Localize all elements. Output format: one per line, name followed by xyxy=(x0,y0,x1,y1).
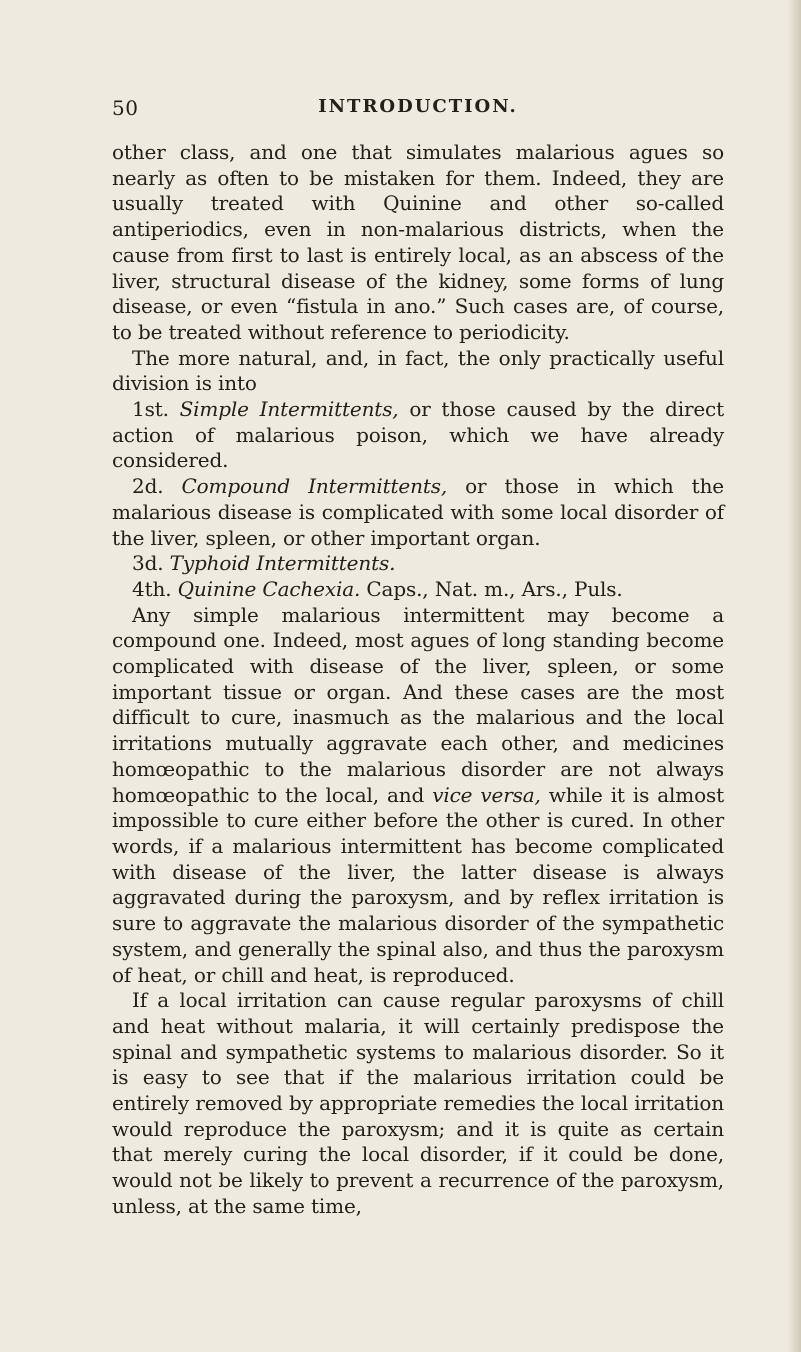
paragraph-1: other class, and one that simulates malarious agues so nearly as often to be mistaken for them. Indeed, they are usually treated with Quinine and other so-called antiperiodics, even in non-malarious districts, when the cause from first to last is entirely local, as an abscess of the liver, structural disease of the kidney, some forms of lung disease, or even “fistula in ano.” Such cases are, of course, to be treated without reference to periodicity. xyxy=(112,140,724,344)
item-term: Simple Intermittents, xyxy=(179,397,399,422)
item-label: 3d. xyxy=(132,551,170,576)
running-head xyxy=(112,96,724,124)
item-term: Quinine Cachexia. xyxy=(177,576,361,601)
paragraph-4: If a local irritation can cause regular paroxysms of chill and heat without malaria, it will certainly predispose the spinal and sympathetic systems to malarious disorder. So it is easy to see that if the malarious irritation could be entirely removed by appropriate remedies the local irritation would reproduce the paroxysm; and it is quite as certain that merely curing the local disorder, if it could be done, would not be likely to prevent a recurrence of the paroxysm, unless, at the same time, xyxy=(112,988,724,1218)
page-edge-shadow xyxy=(787,0,801,1352)
item-label: 1st. xyxy=(132,397,180,422)
item-text: or those caused by the direct action of malarious poison, which we have already considered. xyxy=(112,397,724,473)
running-title: INTRODUCTION. xyxy=(318,96,518,117)
division-item-3 xyxy=(112,551,724,577)
body-text xyxy=(112,140,724,1220)
p3-text-after: while it is almost impossible to cure either before the other is cured. In other words, if a malarious intermittent has become complicated with disease of the liver, the latter disease is always aggravated during the paroxysm, and by reflex irritation is sure to aggravate the malarious disorder of the sympathetic system, and generally the spinal also, and thus the paroxysm of heat, or chill and heat, is reproduced. xyxy=(112,782,724,987)
item-text: or those in which the malarious disease is complicated with some local disorder of the liver, spleen, or other important organ. xyxy=(112,474,724,550)
paragraph-3 xyxy=(112,603,724,989)
page-number: 50 xyxy=(112,96,139,120)
division-item-4 xyxy=(112,577,724,603)
item-label: 4th. xyxy=(132,576,178,601)
p3-italic: vice versa, xyxy=(432,782,541,807)
item-term: Typhoid Intermittents. xyxy=(169,551,396,576)
division-item-1 xyxy=(112,397,724,474)
item-term: Compound Intermittents, xyxy=(181,474,448,499)
p3-text-before: Any simple malarious intermittent may become a compound one. Indeed, most agues of long standing become complicated with disease of the liver, spleen, or some important tissue or organ. And these cases are the most difficult to cure, inasmuch as the malarious and the local irritations mutually aggravate each other, and medicines homœopathic to the malarious disorder are not always homœopathic to the local, and xyxy=(112,602,724,807)
paragraph-2: The more natural, and, in fact, the only practically useful division is into xyxy=(112,345,724,396)
item-label: 2d. xyxy=(132,474,182,499)
division-item-2 xyxy=(112,474,724,551)
item-text: Caps., Nat. m., Ars., Puls. xyxy=(360,576,623,601)
